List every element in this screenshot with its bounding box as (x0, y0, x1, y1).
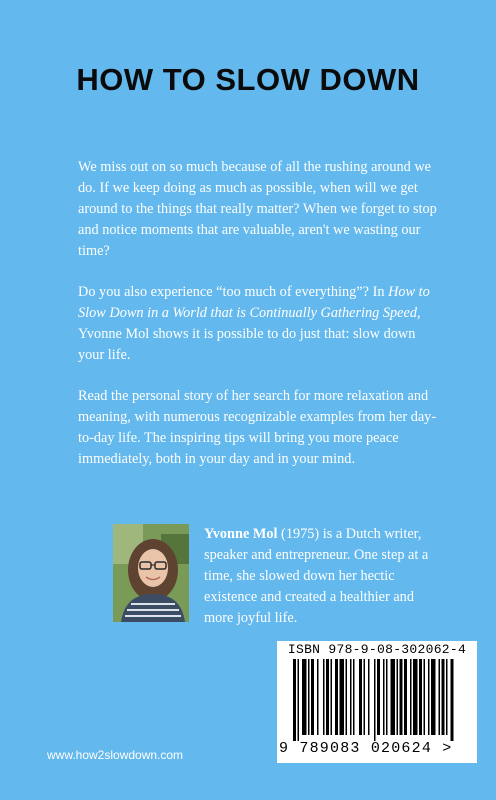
barcode-bar (308, 659, 310, 735)
barcode-bar (340, 659, 345, 735)
barcode-bar (317, 659, 319, 735)
blurb-paragraph-1: We miss out on so much because of all the rushing around we do. If we keep doing as much as possible, when will we get around to the things that really matter? When we forget to stop and notice moments that are valuable, aren't we wasting our time? (78, 159, 437, 259)
blurb-paragraph-3: Read the personal story of her search for more relaxation and meaning, with numerous recognizable examples from her day-to-day life. The inspiring tips will bring you more peace immediately, both in your day and in your mind. (78, 388, 437, 467)
barcode-bar (302, 659, 307, 735)
back-cover-blurb (78, 157, 438, 490)
author-bio-text: (1975) is a Dutch writer, speaker and entrepreneur. One step at a time, she slowed down her hectic existence and created a healthier and more joyful life. (204, 526, 429, 626)
book-full-title: How to Slow Down in a World that is Continually Gathering Speed (78, 284, 430, 321)
barcode-bar (359, 659, 362, 735)
barcode-bar (298, 659, 300, 741)
barcode-bar (419, 659, 422, 735)
barcode-bar (428, 659, 430, 735)
barcode-bar (364, 659, 366, 735)
barcode-bar (397, 659, 399, 735)
barcode-bar (410, 659, 412, 735)
barcode-bar (350, 659, 352, 735)
barcode-bar (326, 659, 329, 735)
barcode-bar (439, 659, 441, 735)
barcode-bar (413, 659, 418, 735)
barcode-bar (346, 659, 348, 735)
barcode-bar (400, 659, 403, 735)
barcode-bar (368, 659, 370, 735)
blurb-p2-start: Do you also experience “too much of everything”? In (78, 284, 389, 300)
blurb-paragraph-2 (78, 282, 438, 366)
book-title: HOW TO SLOW DOWN (76, 62, 420, 97)
author-bio (204, 524, 434, 629)
barcode-bar (374, 659, 376, 741)
author-portrait-icon (113, 524, 189, 622)
barcode-digits: 9 789083 020624 > (279, 740, 453, 757)
isbn-barcode (277, 641, 477, 763)
blurb-p2-end: , Yvonne Mol shows it is possible to do just that: slow down your life. (78, 305, 421, 363)
barcode-bar (377, 659, 380, 735)
barcode-bar (323, 659, 325, 735)
author-name: Yvonne Mol (204, 526, 278, 542)
barcode-bar (391, 659, 396, 735)
barcode-bar (311, 659, 314, 735)
barcode-bar (431, 659, 436, 735)
barcode-bar (424, 659, 426, 735)
barcode-bar (446, 659, 448, 735)
barcode-bar (383, 659, 385, 735)
author-photo (113, 524, 189, 622)
barcode-bar (442, 659, 445, 735)
barcode-bar (386, 659, 388, 735)
website-url: www.how2slowdown.com (47, 748, 184, 762)
barcode-bar (331, 659, 333, 735)
barcode-bar (353, 659, 355, 735)
barcode-bar (451, 659, 454, 741)
barcode-bar (335, 659, 338, 735)
barcode-bar (293, 659, 296, 741)
barcode-bar (404, 659, 407, 735)
isbn-label: ISBN 978-9-08-302062-4 (287, 642, 467, 657)
